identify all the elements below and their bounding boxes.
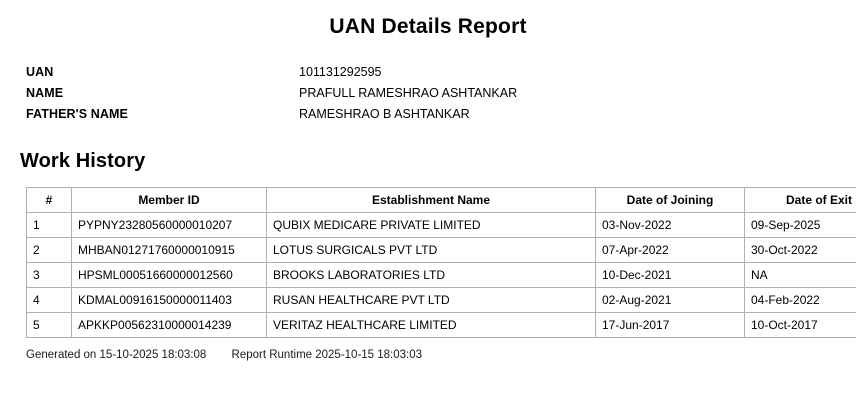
table-row [27, 313, 856, 338]
cell-establishment: LOTUS SURGICALS PVT LTD [267, 238, 596, 263]
cell-member-id: KDMAL00916150000011403 [72, 288, 267, 313]
cell-establishment: VERITAZ HEALTHCARE LIMITED [267, 313, 596, 338]
page-title: UAN Details Report [329, 15, 527, 38]
report-footer [26, 349, 836, 361]
table-body [27, 213, 856, 338]
table-row [27, 288, 856, 313]
detail-label-name: NAME [26, 86, 64, 100]
cell-date-of-joining: 02-Aug-2021 [596, 288, 745, 313]
cell-establishment: QUBIX MEDICARE PRIVATE LIMITED [267, 213, 596, 238]
cell-member-id: MHBAN01271760000010915 [72, 238, 267, 263]
table-row [27, 263, 856, 288]
cell-date-of-exit: 04-Feb-2022 [745, 288, 856, 313]
cell-member-id: HPSML00051660000012560 [72, 263, 267, 288]
table-header-row [27, 188, 856, 213]
detail-label-fathers-name: FATHER'S NAME [26, 107, 128, 121]
detail-value-uan: 101131292595 [299, 65, 382, 79]
detail-row-name [26, 86, 836, 107]
detail-value-fathers-name: RAMESHRAO B ASHTANKAR [299, 107, 470, 121]
column-header-date-of-joining: Date of Joining [596, 188, 745, 213]
column-header-establishment-name: Establishment Name [267, 188, 596, 213]
cell-index: 2 [27, 238, 72, 263]
table-head [27, 188, 856, 213]
detail-row-uan [26, 65, 836, 86]
detail-value-name: PRAFULL RAMESHRAO ASHTANKAR [299, 86, 518, 100]
cell-date-of-joining: 17-Jun-2017 [596, 313, 745, 338]
cell-establishment: RUSAN HEALTHCARE PVT LTD [267, 288, 596, 313]
cell-establishment: BROOKS LABORATORIES LTD [267, 263, 596, 288]
cell-member-id: APKKP00562310000014239 [72, 313, 267, 338]
work-history-table-wrapper [26, 187, 852, 338]
cell-date-of-joining: 10-Dec-2021 [596, 263, 745, 288]
uan-details-block [26, 65, 836, 128]
section-title-work-history: Work History [20, 150, 146, 172]
footer-report-runtime: Report Runtime 2025-10-15 18:03:03 [231, 349, 423, 361]
cell-date-of-joining: 07-Apr-2022 [596, 238, 745, 263]
table-row [27, 238, 856, 263]
cell-date-of-joining: 03-Nov-2022 [596, 213, 745, 238]
detail-row-fathers-name [26, 107, 836, 128]
detail-label-uan: UAN [26, 65, 54, 79]
cell-date-of-exit: 09-Sep-2025 [745, 213, 856, 238]
table-row [27, 213, 856, 238]
cell-index: 4 [27, 288, 72, 313]
cell-index: 5 [27, 313, 72, 338]
work-history-table [26, 187, 856, 338]
column-header-index: # [27, 188, 72, 213]
column-header-date-of-exit: Date of Exit [745, 188, 856, 213]
cell-date-of-exit: NA [745, 263, 856, 288]
cell-date-of-exit: 30-Oct-2022 [745, 238, 856, 263]
cell-index: 1 [27, 213, 72, 238]
column-header-member-id: Member ID [72, 188, 267, 213]
cell-member-id: PYPNY23280560000010207 [72, 213, 267, 238]
cell-date-of-exit: 10-Oct-2017 [745, 313, 856, 338]
footer-generated-on: Generated on 15-10-2025 18:03:08 [26, 349, 207, 361]
cell-index: 3 [27, 263, 72, 288]
